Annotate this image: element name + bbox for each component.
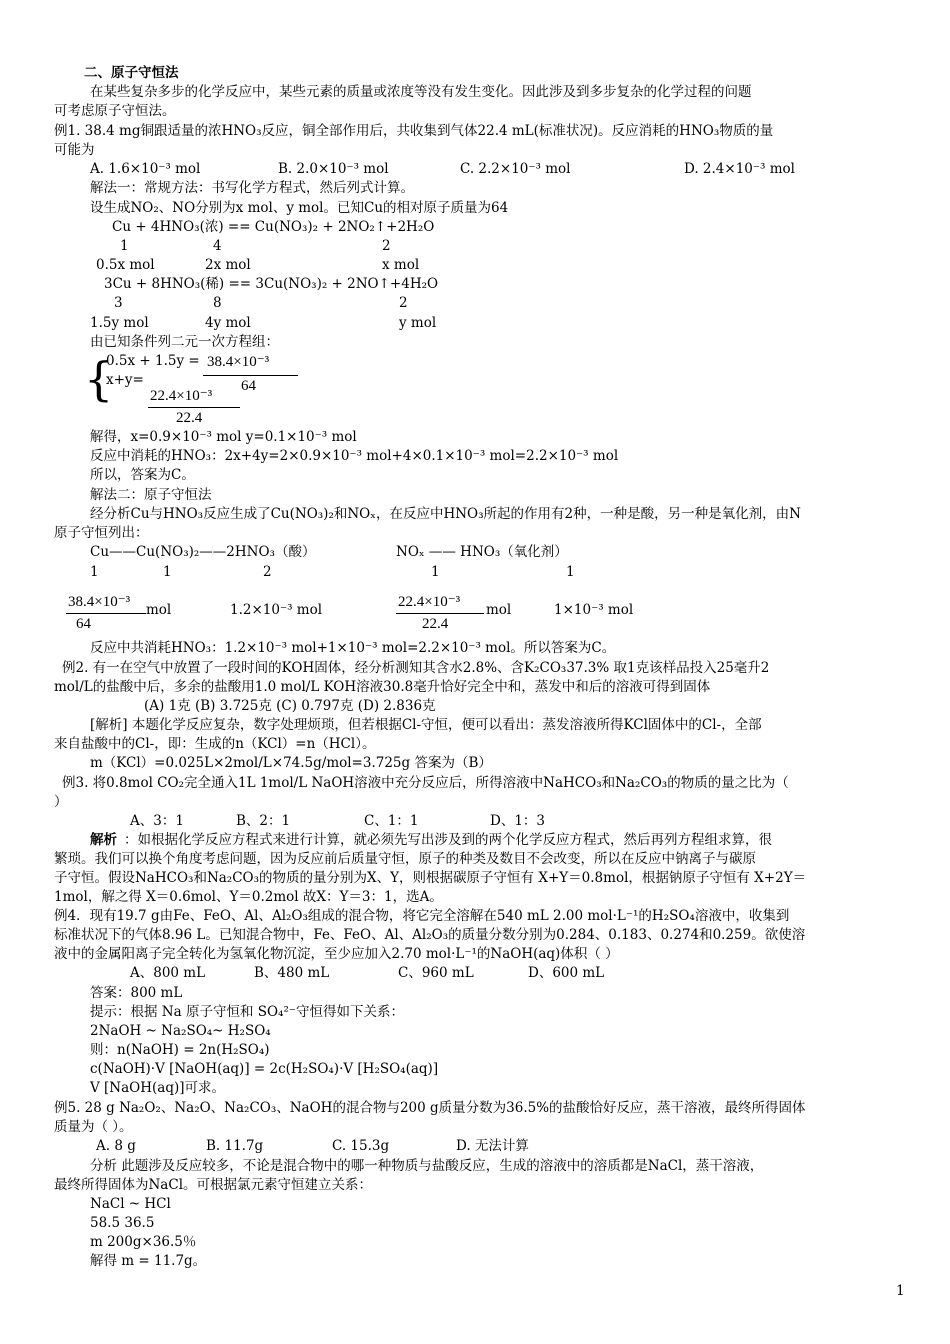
ex1-option-a: A. 1.6×10⁻³ mol: [90, 161, 201, 177]
ex1-relation-right: NOₓ —— HNO₃（氧化剂）: [396, 544, 568, 560]
ex2-analysis-2: 来自盐酸中的Cl-，即：生成的n（KCl）=n（HCl）。: [54, 736, 376, 752]
ex5-question-line-2: 质量为（ ）。: [54, 1119, 133, 1135]
ex1-question-line-2: 可能为: [54, 142, 95, 158]
fraction-cu-mol: [66, 592, 146, 638]
fraction-gas-volume: [148, 386, 240, 432]
ex4-hint: 提示：根据 Na 原子守恒和 SO₄²⁻守恒得如下关系：: [90, 1004, 404, 1020]
fraction-numerator: 22.4×10⁻³: [398, 594, 461, 610]
ex3-analysis-label: 解析: [90, 832, 117, 848]
ex1-relation-num-4: 1: [431, 564, 440, 580]
ex5-option-c: C. 15.3g: [332, 1138, 390, 1154]
ex4-relation-3: c(NaOH)·V [NaOH(aq)] = 2c(H₂SO₄)·V [H₂SO₄(aq)]: [90, 1061, 439, 1077]
ex1-oxidant-hno3-value: 1×10⁻³ mol: [554, 602, 634, 618]
ex5-analysis-2: 最终所得固体为NaCl。可根据氯元素守恒建立关系：: [54, 1177, 373, 1193]
system-brace-icon: {: [84, 352, 114, 406]
ex5-analysis-1: 分析 此题涉及反应较多，不论是混合物中的哪一种物质与盐酸反应，生成的溶液中的溶质都是NaCl，蒸干溶液，: [90, 1158, 764, 1174]
ex2-question-line-1: 例2. 有一在空气中放置了一段时间的KOH固体，经分析测知其含水2.8%、含K₂CO₃37.3% 取1克该样品投入25毫升2: [62, 660, 770, 676]
ex1-option-c: C. 2.2×10⁻³ mol: [460, 161, 571, 177]
unit-mol: mol: [486, 602, 512, 618]
ex2-analysis-1: [解析] 本题化学反应复杂，数字处理烦琐，但若根据Cl-守恒，便可以看出：蒸发溶液所得KCl固体中的Cl-，全部: [90, 717, 762, 733]
ex4-question-line-1: 例4．现有19.7 g由Fe、FeO、Al、Al₂O₃组成的混合物，将它完全溶解在540 mL 2.00 mol·L⁻¹的H₂SO₄溶液中，收集到: [54, 908, 790, 924]
ex1-system-line-2: x+y=: [106, 372, 144, 388]
ex3-analysis-4: 1mol，解之得 X＝0.6mol、Y＝0.2mol 故X：Y＝3：1，选A。: [54, 889, 443, 905]
ex5-option-b: B. 11.7g: [206, 1138, 264, 1154]
ex1-eq1-coef-1: 1: [120, 238, 129, 254]
ex2-question-line-2: mol/L的盐酸中后，多余的盐酸用1.0 mol/L KOH溶液30.8毫升恰好完全中和，蒸发中和后的溶液可得到固体: [54, 679, 711, 695]
ex4-relation-4: V [NaOH(aq)]可求。: [90, 1080, 225, 1096]
fraction-denominator: 64: [76, 616, 91, 632]
ex1-method2-analysis-2: 原子守恒列出：: [54, 525, 149, 541]
ex1-equation-2: 3Cu + 8HNO₃(稀) == 3Cu(NO₃)₂ + 2NO↑+4H₂O: [104, 276, 439, 292]
ex1-relation-num-3: 2: [263, 564, 272, 580]
ex4-option-b: B、480 mL: [254, 965, 330, 981]
ex1-eq2-value-1: 1.5y mol: [90, 315, 149, 331]
ex1-eq1-value-2: 2x mol: [205, 257, 251, 273]
ex1-eq1-value-3: x mol: [382, 257, 420, 273]
fraction-denominator: 22.4: [176, 410, 203, 426]
fraction-nox-mol: [396, 592, 484, 638]
ex1-method2-title: 解法二：原子守恒法: [90, 487, 212, 503]
ex3-analysis-2: 繁琐。我们可以换个角度考虑问题，因为反应前后质量守恒，原子的种类及数目不会改变，所以在反应中钠离子与碳原: [54, 851, 756, 867]
ex1-eq1-coef-3: 2: [382, 238, 391, 254]
ex3-option-a: A、3：1: [130, 813, 184, 829]
ex4-option-a: A、800 mL: [130, 965, 206, 981]
ex1-eq2-coef-1: 3: [114, 295, 123, 311]
ex2-options: (A) 1克 (B) 3.725克 (C) 0.797克 (D) 2.836克: [144, 698, 436, 714]
ex5-relation-3: m 200g×36.5％: [90, 1234, 197, 1250]
ex5-question-line-1: 例5. 28 g Na₂O₂、Na₂O、Na₂CO₃、NaOH的混合物与200 g质量分数为36.5%的盐酸恰好反应，蒸干溶液，最终所得固体: [54, 1100, 806, 1116]
section-title: 二、原子守恒法: [84, 65, 179, 81]
fraction-denominator: 22.4: [422, 616, 449, 632]
ex4-relation-1: 2NaOH ~ Na₂SO₄~ H₂SO₄: [90, 1023, 271, 1039]
ex1-total: 反应中共消耗HNO₃：1.2×10⁻³ mol+1×10⁻³ mol=2.2×10⁻³ mol。所以答案为C。: [90, 640, 616, 656]
ex4-question-line-2: 标准状况下的气体8.96 L。已知混合物中，Fe、FeO、Al、Al₂O₃的质量分数分别为0.284、0.183、0.274和0.259。欲使溶: [54, 927, 806, 943]
ex5-relation-1: NaCl ~ HCl: [90, 1196, 171, 1212]
ex1-system-line-1: 0.5x + 1.5y =: [106, 353, 200, 369]
ex3-analysis-3: 子守恒。假设NaHCO₃和Na₂CO₃的物质的量分别为X、Y，则根据碳原子守恒有 X+Y＝0.8mol，根据钠原子守恒有 X+2Y＝: [54, 870, 807, 886]
fraction-numerator: 22.4×10⁻³: [150, 388, 213, 404]
ex1-solution: 解得，x=0.9×10⁻³ mol y=0.1×10⁻³ mol: [90, 429, 357, 445]
ex1-answer: 所以，答案为C。: [90, 467, 195, 483]
ex4-option-d: D、600 mL: [528, 965, 605, 981]
ex1-acid-hno3-value: 1.2×10⁻³ mol: [230, 602, 323, 618]
ex1-relation-num-5: 1: [566, 564, 575, 580]
ex1-option-d: D. 2.4×10⁻³ mol: [684, 161, 795, 177]
ex1-option-b: B. 2.0×10⁻³ mol: [278, 161, 389, 177]
fraction-bar: [203, 375, 298, 376]
ex2-analysis-3: m（KCl）=0.025L×2mol/L×74.5g/mol=3.725g 答案为（B）: [90, 755, 492, 771]
ex1-eq1-value-1: 0.5x mol: [96, 257, 155, 273]
ex5-result: 解得 m = 11.7g。: [90, 1253, 207, 1269]
fraction-bar: [148, 407, 240, 408]
ex1-consumption: 反应中消耗的HNO₃：2x+4y=2×0.9×10⁻³ mol+4×0.1×10⁻³ mol=2.2×10⁻³ mol: [90, 448, 619, 464]
ex4-relation-2: 则：n(NaOH) = 2n(H₂SO₄): [90, 1042, 270, 1058]
ex1-eq2-value-3: y mol: [399, 315, 437, 331]
fraction-bar: [66, 613, 146, 614]
ex3-question-line-1: 例3. 将0.8mol CO₂完全通入1L 1mol/L NaOH溶液中充分反应后，所得溶液中NaHCO₃和Na₂CO₃的物质的量之比为（: [62, 775, 789, 791]
ex1-relation-num-1: 1: [90, 564, 99, 580]
ex5-option-a: A. 8 g: [96, 1138, 136, 1154]
intro-line-1: 在某些复杂多步的化学反应中，某些元素的质量或浓度等没有发生变化。因此涉及到多步复杂的化学过程的问题: [90, 84, 752, 100]
ex1-relation-left: Cu——Cu(NO₃)₂——2HNO₃（酸）: [90, 544, 316, 560]
ex4-answer: 答案：800 mL: [90, 985, 183, 1001]
page-number: 1: [896, 1283, 905, 1299]
ex1-method1-setup: 设生成NO₂、NO分别为x mol、y mol。已知Cu的相对原子质量为64: [90, 200, 509, 216]
ex3-option-d: D、1：3: [490, 813, 546, 829]
ex1-question-line-1: 例1. 38.4 mg铜跟适量的浓HNO₃反应，铜全部作用后，共收集到气体22.4 mL(标准状况)。反应消耗的HNO₃物质的量: [54, 123, 774, 139]
ex1-eq1-coef-2: 4: [213, 238, 222, 254]
fraction-bar: [396, 613, 484, 614]
ex3-question-line-2: ）: [54, 794, 68, 810]
ex4-option-c: C、960 mL: [398, 965, 474, 981]
ex5-relation-2: 58.5 36.5: [90, 1215, 155, 1231]
ex1-relation-num-2: 1: [163, 564, 172, 580]
ex1-eq2-coef-3: 2: [399, 295, 408, 311]
ex1-eq2-value-2: 4y mol: [205, 315, 251, 331]
ex1-method1-title: 解法一：常规方法：书写化学方程式，然后列式计算。: [90, 180, 414, 196]
ex3-option-b: B、2：1: [236, 813, 291, 829]
ex3-option-c: C、1：1: [364, 813, 419, 829]
ex5-option-d: D. 无法计算: [456, 1138, 529, 1154]
fraction-numerator: 38.4×10⁻³: [68, 594, 131, 610]
ex1-equation-1: Cu + 4HNO₃(浓) == Cu(NO₃)₂ + 2NO₂↑+2H₂O: [112, 219, 435, 235]
fraction-denominator: 64: [241, 378, 256, 394]
ex1-system-title: 由已知条件列二元一次方程组：: [90, 334, 279, 350]
ex1-eq2-coef-2: 8: [213, 295, 222, 311]
ex1-method2-analysis-1: 经分析Cu与HNO₃反应生成了Cu(NO₃)₂和NOₓ，在反应中HNO₃所起的作用有2种，一种是酸，另一种是氧化剂，由N: [90, 506, 801, 522]
ex3-analysis-1: ：如根据化学反应方程式来进行计算，就必须先写出涉及到的两个化学反应方程式，然后再列方程组求算，很: [124, 832, 772, 848]
fraction-numerator: 38.4×10⁻³: [207, 354, 270, 370]
unit-mol: mol: [146, 602, 172, 618]
intro-line-2: 可考虑原子守恒法。: [54, 103, 176, 119]
ex4-question-line-3: 液中的金属阳离子完全转化为氢氧化物沉淀，至少应加入2.70 mol·L⁻¹的NaOH(aq)体积（ ）: [54, 946, 619, 962]
